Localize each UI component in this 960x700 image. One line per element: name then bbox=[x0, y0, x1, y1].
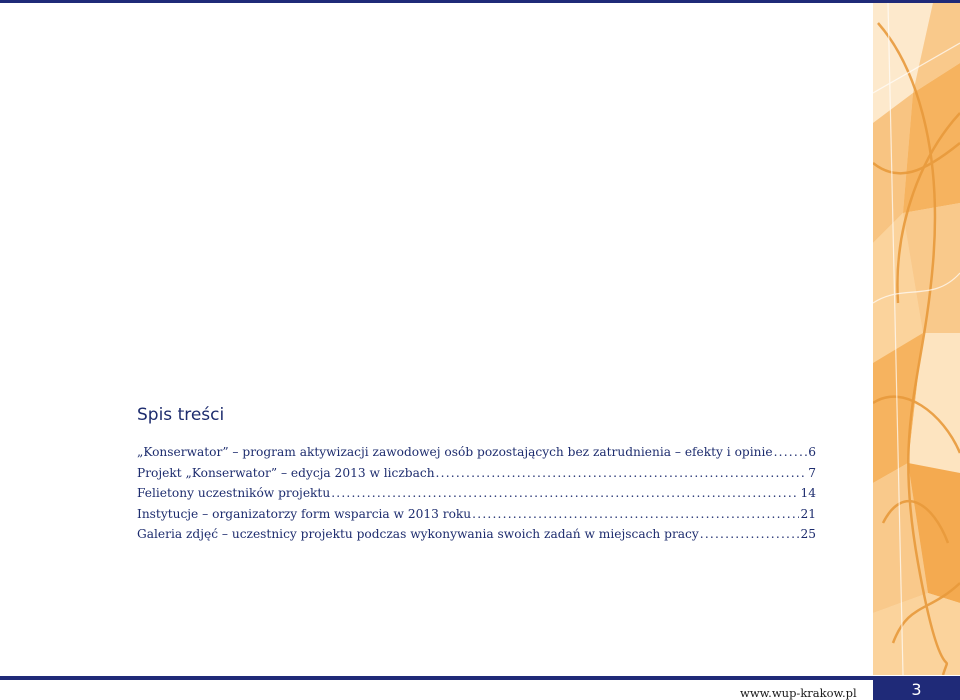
page-number: 3 bbox=[873, 680, 960, 700]
table-of-contents bbox=[137, 445, 816, 548]
toc-entry[interactable] bbox=[137, 445, 816, 466]
top-rule bbox=[0, 0, 960, 3]
toc-entry-page: 14 bbox=[800, 486, 816, 500]
toc-entry-label: Instytucje – organizatorzy form wsparcia w 2013 roku bbox=[137, 506, 472, 521]
toc-entry-page: 21 bbox=[800, 506, 816, 521]
toc-dot-leader bbox=[700, 527, 800, 541]
toc-entry-label: Galeria zdjęć – uczestnicy projektu podczas wykonywania swoich zadań w miejscach pracy bbox=[137, 527, 699, 541]
stained-glass-decoration bbox=[873, 3, 960, 675]
toc-dot-leader bbox=[472, 507, 799, 521]
toc-dot-leader bbox=[774, 445, 808, 459]
toc-dot-leader bbox=[436, 466, 808, 480]
toc-entry[interactable] bbox=[137, 486, 816, 507]
toc-entry-label: „Konserwator” – program aktywizacji zawodowej osób pozostających bez zatrudnienia – efekty i opinie bbox=[137, 445, 773, 459]
toc-entry-page: 7 bbox=[808, 465, 816, 480]
footer-bar bbox=[0, 676, 960, 680]
website-link[interactable]: www.wup-krakow.pl bbox=[740, 686, 857, 700]
toc-entry[interactable] bbox=[137, 527, 816, 548]
toc-entry-label: Projekt „Konserwator” – edycja 2013 w liczbach bbox=[137, 465, 435, 480]
toc-entry-label: Felietony uczestników projektu bbox=[137, 486, 331, 500]
toc-entry[interactable] bbox=[137, 507, 816, 528]
toc-entry[interactable] bbox=[137, 466, 816, 487]
page-title: Spis treści bbox=[137, 405, 225, 425]
toc-entry-page: 6 bbox=[808, 445, 816, 459]
toc-dot-leader bbox=[331, 486, 799, 500]
toc-entry-page: 25 bbox=[800, 527, 816, 541]
